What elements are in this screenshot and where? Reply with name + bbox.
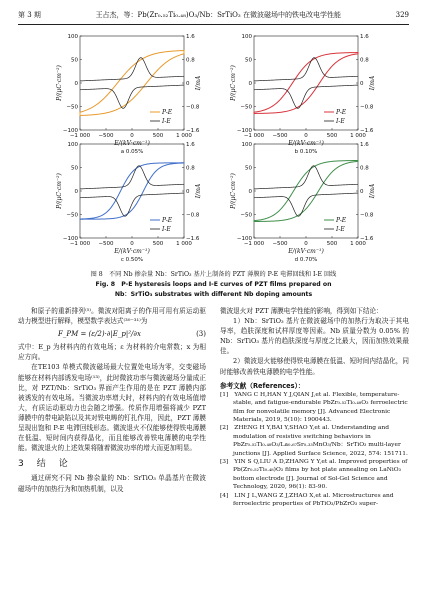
y-tick-label-left: −100	[62, 236, 78, 242]
x-tick-label: −500	[272, 241, 288, 247]
chart-panel-a	[52, 32, 212, 156]
x-axis-label: E/(kV·cm⁻¹)	[288, 248, 324, 255]
x-tick-label: 1 000	[176, 133, 192, 139]
references-heading: 参考文献（References）：	[220, 381, 305, 390]
y-tick-label-left: −50	[66, 212, 78, 219]
running-title: 王占杰，等：Pb(Zr₀.₅₂Ti₀.₄₈)O₃/Nb：SrTiO₃ 在微波磁场中的铁电改电学性能	[95, 11, 341, 19]
legend-label-pe: P-E	[162, 109, 173, 116]
equation-number: (3)	[196, 330, 206, 339]
y-tick-label-left: 100	[241, 142, 252, 148]
figure-caption-cn: 图 8 不同 Nb 掺杂量 Nb：SrTiO₃ 基片上制备的 PZT 薄膜的 P-E 电滞回线和 I-E 回线	[90, 271, 337, 278]
y-tick-label-right: −0.8	[186, 104, 200, 111]
panel-caption: c 0.50%	[120, 257, 144, 263]
reference-list	[220, 391, 409, 509]
legend-label-ie: I-E	[336, 118, 345, 125]
legend-label-pe: P-E	[162, 217, 173, 224]
y-tick-label-left: −50	[66, 104, 78, 111]
ie-curve	[254, 85, 358, 108]
ie-curve	[254, 166, 358, 189]
x-axis-label: E/(kV·cm⁻¹)	[288, 140, 324, 147]
reference-item: [2] ZHENG H Y,BAI Y,SHAO Y,et al. Understanding and modulation of resistive switching behaviors in PbZr₀.₅₂Ti₀.₄₈O₃/La₀.₆₇Sr₀.₃₃MnO₃/Nb：SrTiO₃ multi-layer junctions [J]. Applied Surface Science, 2022, 574: 151711.	[220, 425, 408, 457]
y-tick-label-right: 0	[186, 189, 190, 195]
y-tick-label-right: 0.8	[186, 165, 195, 172]
y-axis-label-left: P/(μC·cm⁻²)	[230, 173, 237, 209]
reference-item: [4] LIN J L,WANG Z J,ZHAO X,et al. Microstructures and ferroelectric properties of PbTiO₃/PbZrO₃ super-	[220, 492, 394, 508]
figure-caption-en-2: Nb：SrTiO₃ substrates with different Nb doping amounts	[114, 291, 313, 298]
x-tick-label: 500	[326, 133, 338, 139]
y-tick-label-left: 50	[71, 165, 78, 172]
figure-caption-en-1: Fig. 8 P-E hysteresis loops and I-E curves of PZT films prepared on	[95, 281, 332, 288]
y-axis-label-right: I/mA	[369, 75, 376, 91]
y-tick-label-right: 0.8	[360, 57, 369, 64]
paragraph: 在TE103 单模式微波磁场最大位置处电场为零，交变磁场能够在材料内部诱发电场⁽¹³⁾，此时微波功率与微波磁场分量成正比，对 PZT/Nb：SrTiO₃ 界面产生作用的是在 PZT 薄膜内部被诱发的有效电场。当微波功率增大时，材料内的有效电场值增大，有质运动驱动力也会随之增强。传质作用增强将减少 PZT 薄膜中的带电缺陷以及其对铁电畴的钉扎作用，因此，PZT 薄膜呈现出饱和 P-E 电滞回线形态。微波退火不仅能够使得铁电薄膜在低温、短时间内获得晶化，而且能够改善铁电薄膜的电学性能。微波退火的上述效果将随着微波功率的增大而更加明显。	[18, 363, 206, 453]
legend-label-pe: P-E	[336, 217, 347, 224]
y-axis-label-left: P/(μC·cm⁻²)	[56, 173, 63, 209]
x-tick-label: −500	[98, 133, 114, 139]
panel-caption: a 0.05%	[120, 149, 144, 155]
paragraph: 和原子的重新排列⁽⁵⁾。微波对阳离子的作用可用有质运动驱动力模型进行解释，模型数学表达式⁽³⁰⁻³¹⁾为	[18, 307, 206, 326]
y-tick-label-right: −1.6	[186, 236, 200, 242]
y-tick-label-left: 0	[248, 81, 252, 87]
y-tick-label-right: 1.6	[360, 142, 369, 148]
chart-svg-a	[52, 32, 212, 156]
x-tick-label: 0	[130, 241, 134, 247]
x-tick-label: −1 000	[243, 133, 265, 139]
chart-svg-b	[226, 32, 386, 156]
y-tick-label-left: 0	[248, 189, 252, 195]
reference-item: [1] YANG C H,HAN Y J,QIAN J,et al. Flexible, temperature-stable, and fatigue-endurable PbZr₀.₅₂Ti₀.₄₈O₃ ferroelectric film for nonvolatile memory [J]. Advanced Electronic Materials, 2019, 5(10): 1900443.	[220, 391, 408, 423]
x-tick-label: −1 000	[69, 133, 91, 139]
x-axis-label: E/(kV·cm⁻¹)	[114, 140, 150, 147]
y-axis-label-left: P/(μC·cm⁻²)	[56, 65, 63, 101]
page-header	[18, 8, 409, 22]
left-column	[18, 306, 206, 494]
y-tick-label-left: 100	[241, 34, 252, 40]
paragraph: 通过研究不同 Nb 掺杂量的 Nb：SrTiO₃ 单晶基片在微波磁场中的加热行为和加热机制，以及	[18, 474, 206, 493]
y-axis-label-right: I/mA	[369, 183, 376, 199]
y-tick-label-right: −1.6	[360, 236, 374, 242]
x-tick-label: −1 000	[243, 241, 265, 247]
chart-svg-d	[226, 140, 386, 264]
pe-loop	[80, 163, 184, 219]
y-axis-label-right: I/mA	[195, 183, 202, 199]
x-tick-label: −1 000	[69, 241, 91, 247]
x-tick-label: 1 000	[350, 241, 366, 247]
y-tick-label-right: 0	[186, 81, 190, 87]
chart-panel-d	[226, 140, 386, 264]
x-tick-label: −500	[98, 241, 114, 247]
y-axis-label-right: I/mA	[195, 75, 202, 91]
y-tick-label-right: 1.6	[186, 34, 195, 40]
y-tick-label-left: 0	[74, 81, 78, 87]
legend-label-ie: I-E	[162, 118, 171, 125]
y-tick-label-left: 50	[71, 57, 78, 64]
y-tick-label-left: −100	[236, 128, 252, 134]
equation-body: F_PM = (ε/2)·∂|E_p|²/∂x	[58, 330, 141, 339]
x-axis-label: E/(kV·cm⁻¹)	[114, 248, 150, 255]
x-tick-label: 1 000	[350, 133, 366, 139]
y-tick-label-left: 0	[74, 189, 78, 195]
pe-loop	[80, 51, 184, 116]
y-tick-label-right: −0.8	[186, 212, 200, 219]
y-tick-label-left: −100	[62, 128, 78, 134]
section-heading: 3 结 论	[18, 459, 70, 470]
y-tick-label-right: 0.8	[186, 57, 195, 64]
y-tick-label-left: 50	[245, 165, 252, 172]
paragraph: 1）Nb：SrTiO₃ 基片在微波磁场中的加热行为取决于其电导率，趋肤深度和试样厚度等因素。Nb 质量分数为 0.05% 的 Nb：SrTiO₃ 基片的趋肤深度与厚度之比最大，因而加热效果最佳。	[220, 317, 409, 356]
x-tick-label: 0	[130, 133, 134, 139]
y-tick-label-right: 0	[360, 189, 364, 195]
y-tick-label-left: 100	[67, 34, 78, 40]
x-tick-label: 500	[326, 241, 338, 247]
equation	[18, 329, 206, 339]
y-tick-label-right: −1.6	[360, 128, 374, 134]
chart-svg-c	[52, 140, 212, 264]
y-tick-label-right: 1.6	[360, 34, 369, 40]
issue-number: 第 3 期	[18, 11, 41, 19]
x-tick-label: 0	[304, 241, 308, 247]
ie-curve	[80, 166, 184, 189]
y-axis-label-left: P/(μC·cm⁻²)	[230, 65, 237, 101]
x-tick-label: 1 000	[176, 241, 192, 247]
panel-caption: d 0.70%	[294, 257, 318, 263]
y-tick-label-right: −0.8	[360, 104, 374, 111]
chart-panel-c	[52, 140, 212, 264]
legend-label-ie: I-E	[162, 226, 171, 233]
y-tick-label-right: 0	[360, 81, 364, 87]
y-tick-label-left: 50	[245, 57, 252, 64]
paragraph: 式中：E_p 为材料内的有效电场；ε 为材料的介电常数；x 为相应方向。	[18, 343, 206, 362]
paragraph: 微波退火对 PZT 薄膜电学性能的影响，得到如下结论：	[220, 307, 383, 315]
legend-label-ie: I-E	[336, 226, 345, 233]
page-number: 329	[395, 11, 409, 19]
y-tick-label-left: −50	[240, 212, 252, 219]
header-rule	[18, 24, 409, 25]
pe-loop	[254, 53, 358, 114]
paragraph: 2）微波退火能够使得铁电薄膜在低温、短时间内结晶化，同时能够改善铁电薄膜的电学性能。	[220, 357, 409, 376]
legend-label-pe: P-E	[336, 109, 347, 116]
x-tick-label: 500	[152, 241, 164, 247]
y-tick-label-right: −0.8	[360, 212, 374, 219]
chart-panel-b	[226, 32, 386, 156]
y-tick-label-left: 100	[67, 142, 78, 148]
ie-curve	[80, 193, 184, 216]
panel-caption: b 0.10%	[294, 149, 318, 155]
ie-curve	[254, 193, 358, 216]
right-column	[220, 306, 409, 508]
reference-item: [3] YIN S Q,LIU A D,ZHANG Y Y,et al. Improved properties of Pb(Zr₀.₅₂Ti₀.₄₈)O₃ films by hot plate annealing on LaNiO₃ bottom electrode [J]. Journal of Sol-Gel Science and Technology, 2020, 96(1): 83-90.	[220, 459, 408, 491]
y-tick-label-right: 1.6	[186, 142, 195, 148]
x-tick-label: 0	[304, 133, 308, 139]
y-tick-label-right: −1.6	[186, 128, 200, 134]
x-tick-label: −500	[272, 133, 288, 139]
pe-loop	[254, 161, 358, 222]
y-tick-label-left: −50	[240, 104, 252, 111]
x-tick-label: 500	[152, 133, 164, 139]
ie-curve	[254, 58, 358, 81]
y-tick-label-right: 0.8	[360, 165, 369, 172]
y-tick-label-left: −100	[236, 236, 252, 242]
